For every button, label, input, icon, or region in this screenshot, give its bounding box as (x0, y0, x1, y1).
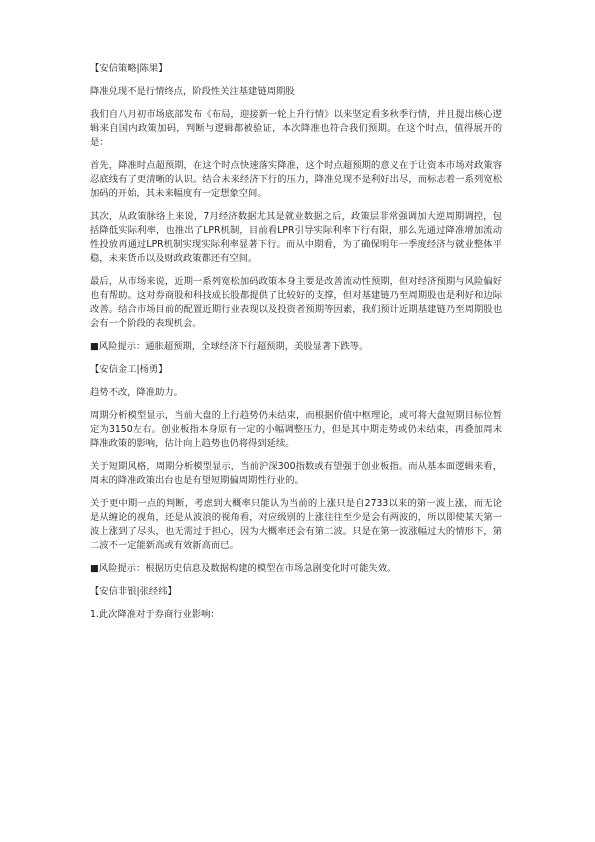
document-body (90, 62, 502, 631)
strategy-paragraph-2: 首先，降准时点超预期，在这个时点快速落实降准，这个时点超预期的意义在于让资本市场对政策容忍底线有了更清晰的认识。结合未来经济下行的压力，降准兑现不是利好出尽，而标志着一系列宽松加码的开始，其未来幅度有一定想象空间。 (90, 160, 502, 199)
section-heading-nonbank: 【安信非银|张经纬】 (90, 586, 177, 597)
section-heading-strategy: 【安信策略|陈果】 (90, 63, 168, 74)
quant-paragraph-3: 关于更中期一点的判断，考虑到大概率只能认为当前的上涨只是自2733以来的第一波上涨，而无论是从缠论的视角，还是从波浪的视角看，对应级别的上涨往往至少是会有两波的，所以即使某天第一波上涨到了尽头，也无需过于担心，因为大概率还会有第二波。只是在第一波涨幅过大的情形下，第二波不一定能新高或有效新高而已。 (90, 498, 502, 551)
quant-paragraph-1: 周期分析模型显示，当前大盘的上行趋势仍未结束，而根据价值中枢理论，或可将大盘短期目标位暂定为3150左右。创业板指本身原有一定的小幅调整压力，但是其中期走势或仍未结束，再叠加周末降准政策的影响，估计向上趋势也仍将得到延续。 (90, 410, 502, 449)
quant-subtitle: 趋势不改，降准助力。 (90, 387, 183, 398)
strategy-subtitle: 降准兑现不是行情终点，阶段性关注基建链周期股 (90, 86, 295, 97)
strategy-paragraph-1: 我们自八月初市场底部发布《布局，迎接新一轮上升行情》以来坚定看多秋季行情，并且提出核心逻辑来自国内政策加码，判断与逻辑都被验证，本次降准也符合我们预期。在这个时点，值得展开的是： (90, 109, 502, 148)
nonbank-item-1: 1.此次降准对于券商行业影响： (90, 609, 220, 620)
strategy-paragraph-4: 最后，从市场来说，近期一系列宽松加码政策本身主要是改善流动性预期，但对经济预期与风险偏好也有帮助。这对券商股和科技成长股都提供了比较好的支撑，但对基建链乃至周期股也是利好和边际改善。结合市场目前的配置近期行业表现以及投资者预期等因素，我们预计近期基建链乃至周期股也会有一个阶段的表现机会。 (90, 276, 502, 329)
quant-risk-note: ■风险提示：根据历史信息及数据构建的模型在市场急剧变化时可能失效。 (90, 563, 397, 574)
strategy-paragraph-3: 其次，从政策脉络上来说，7月经济数据尤其是就业数据之后，政策层非常强调加大逆周期调控，包括降低实际利率，也推出了LPR机制，目前看LPR引导实际利率下行有限，那么先通过降准增加流动性投放再通过LPR机制实现实际利率显著下行。而从中期看，为了确保明年一季度经济与就业整体平稳，未来货币以及财政政策都还有空间。 (90, 211, 502, 264)
quant-paragraph-2: 关于短期风格，周期分析模型显示，当前沪深300指数或有望强于创业板指。而从基本面逻辑来看，周末的降准政策出台也是有望短期偏周期性行业的。 (90, 461, 502, 486)
strategy-risk-note: ■风险提示：通胀超预期，全球经济下行超预期，美股显著下跌等。 (90, 341, 369, 352)
section-heading-quant: 【安信金工|杨勇】 (90, 364, 168, 375)
